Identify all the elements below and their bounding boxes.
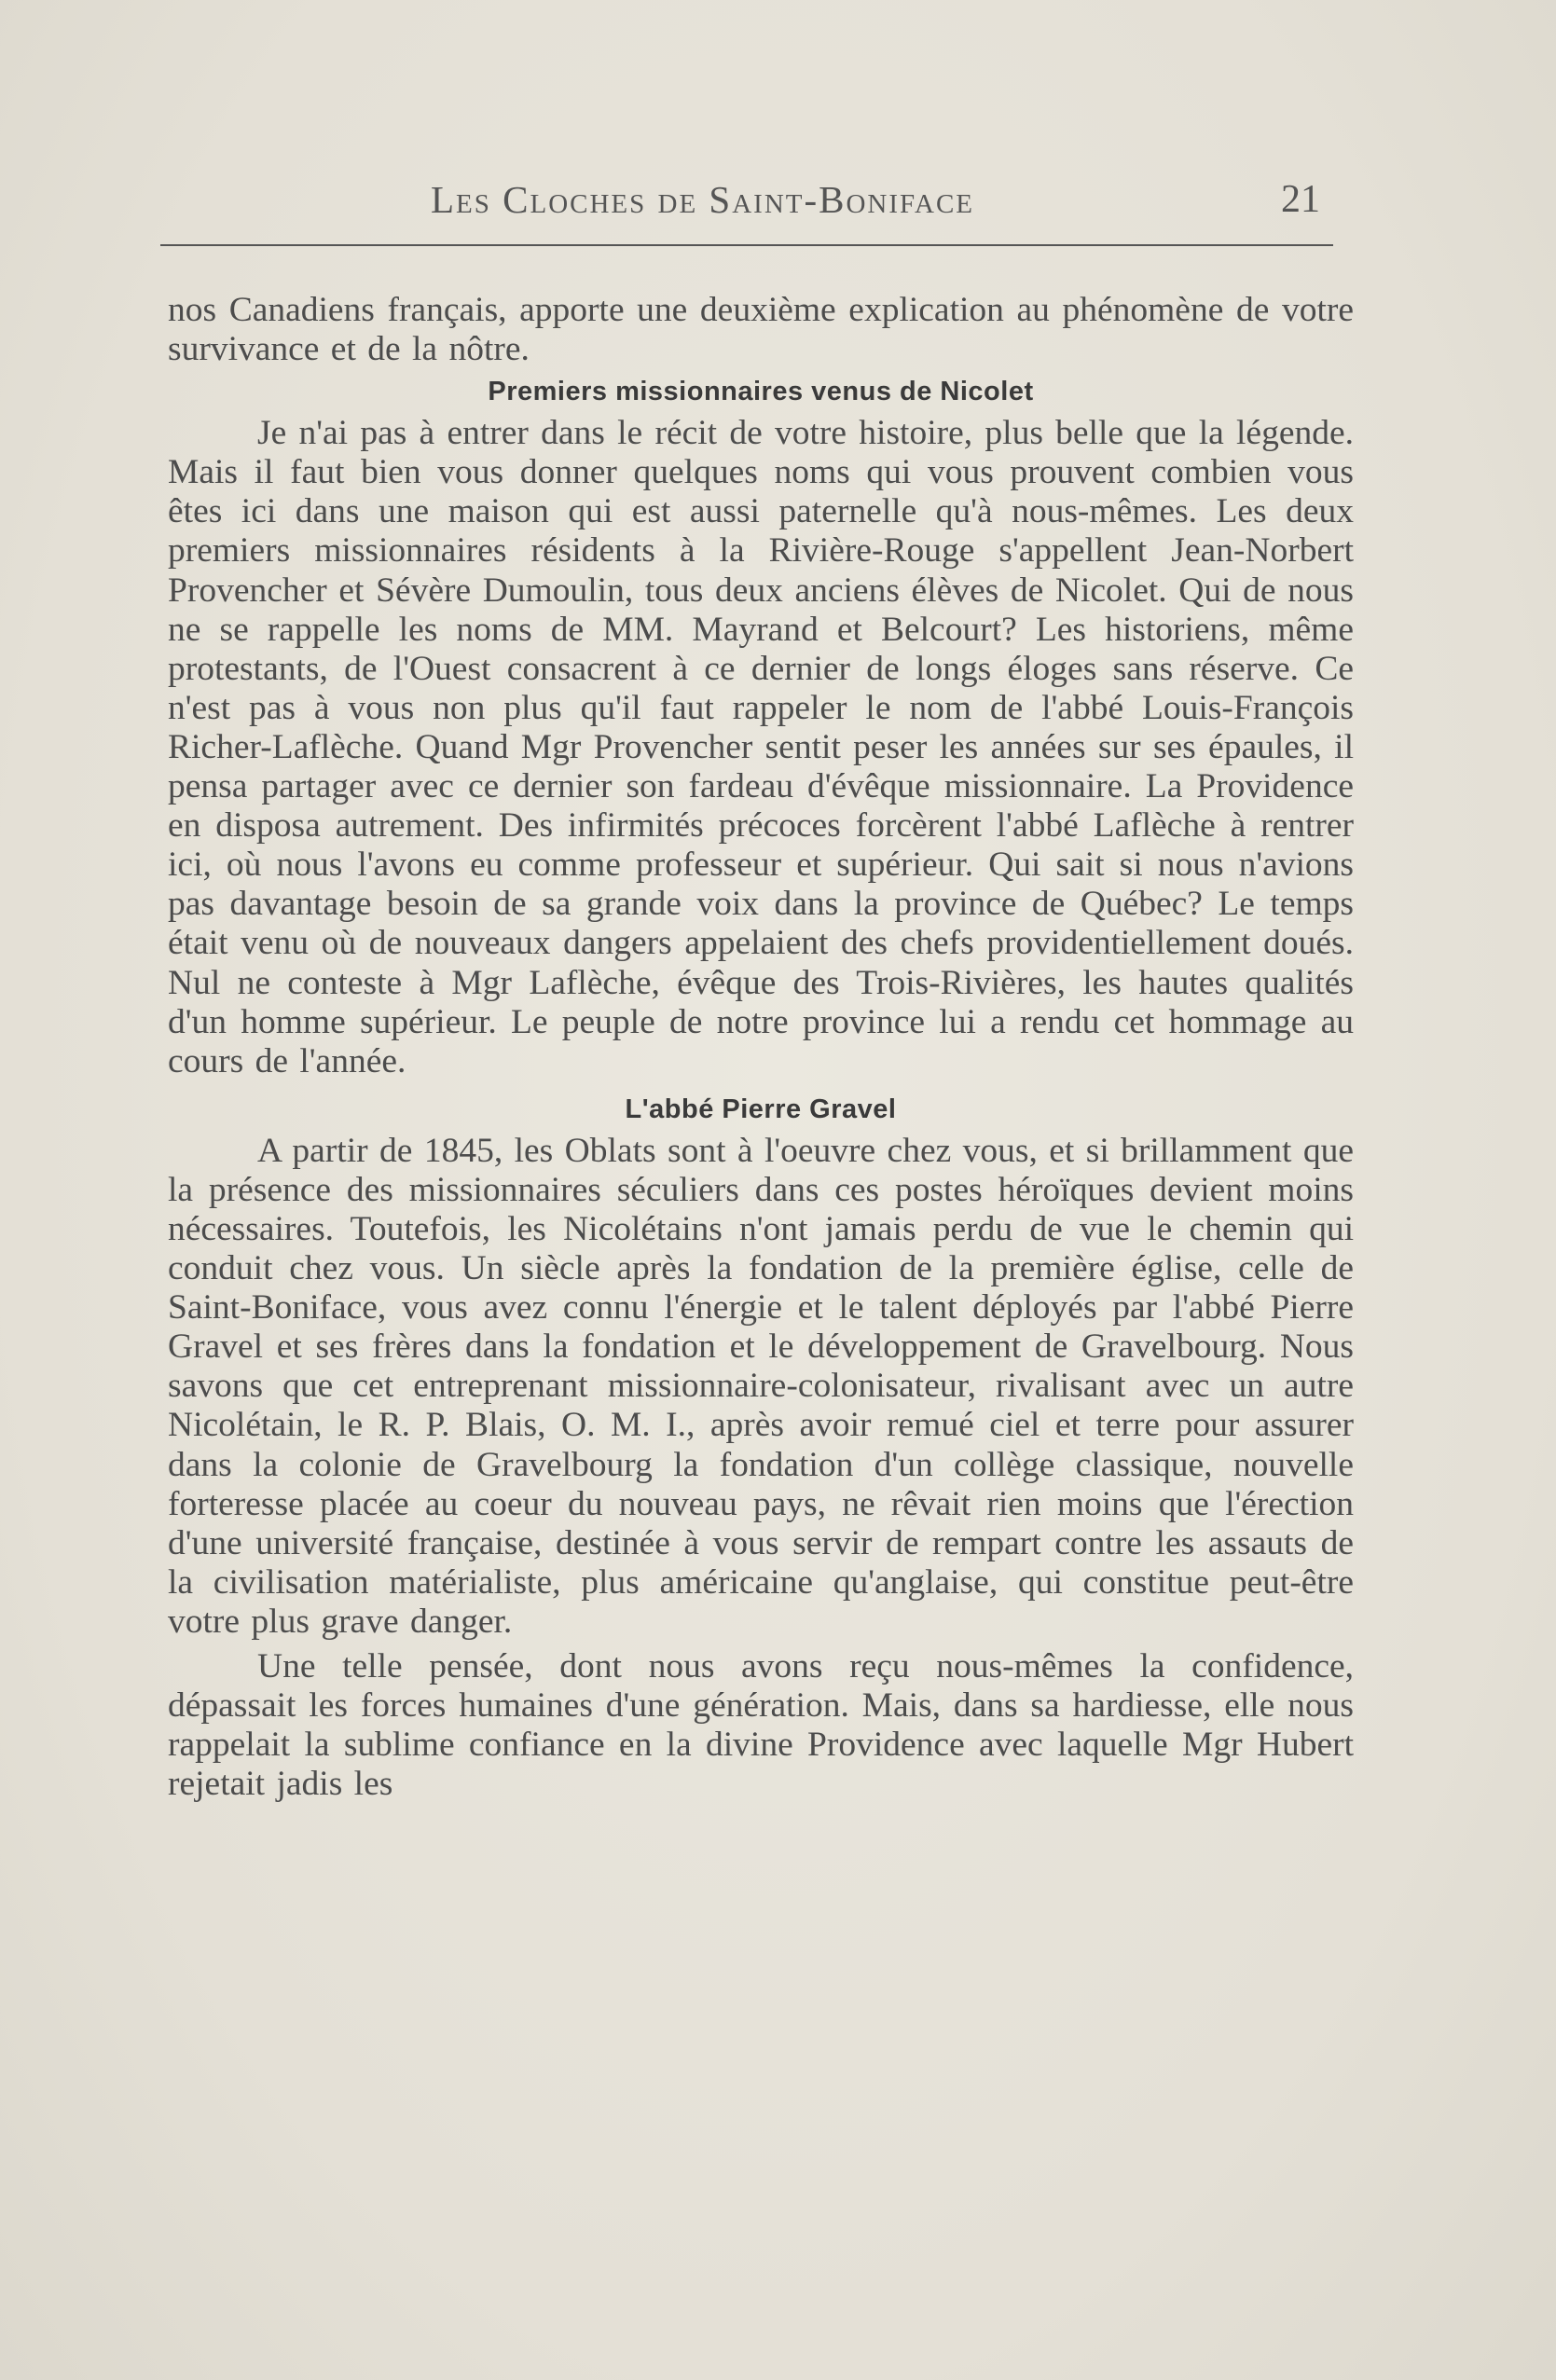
paragraph-pensee: Une telle pensée, dont nous avons reçu nous-mêmes la confidence, dépassait les forces humaines d'une génération. Mais, dans sa hardiesse, elle nous rappelait la sublime confiance en la divine Providence avec laquelle Mgr Hubert rejetait jadis les [168,1647,1354,1804]
section-heading-missionnaires: Premiers missionnaires venus de Nicolet [488,377,1034,407]
page-number: 21 [1281,178,1320,221]
section-heading-gravel: L'abbé Pierre Gravel [625,1094,897,1124]
header-rule [160,244,1333,246]
running-title: Les Cloches de Saint-Boniface [431,178,975,221]
running-head [160,177,1333,229]
paragraph-gravel: A partir de 1845, les Oblats sont à l'oeuvre chez vous, et si brillamment que la présence des missionnaires séculiers dans ces postes héroïques devient moins nécessaires. Toutefois, les Nicolétains n'ont jamais perdu de vue le chemin qui conduit chez vous. Un siècle après la fondation de la première église, celle de Saint-Boniface, vous avez connu l'énergie et le talent déployés par l'abbé Pierre Gravel et ses frères dans la fondation et le développement de Gravelbourg. Nous savons que cet entreprenant missionnaire-colonisateur, rivalisant avec un autre Nicolétain, le R. P. Blais, O. M. I., après avoir remué ciel et terre pour assurer dans la colonie de Gravelbourg la fondation d'un collège classique, nouvelle forteresse placée au coeur du nouveau pays, ne rêvait rien moins que l'érection d'une université française, destinée à vous servir de rempart contre les assauts de la civilisation matérialiste, plus américaine qu'anglaise, qui constitue peut-être votre plus grave danger. [168,1131,1354,1641]
paragraph-missionnaires: Je n'ai pas à entrer dans le récit de votre histoire, plus belle que la légende. Mais il faut bien vous donner quelques noms qui vous prouvent combien vous êtes ici dans une maison qui est aussi paternelle qu'à nous-mêmes. Les deux premiers missionnaires résidents à la Rivière-Rouge s'appellent Jean-Norbert Provencher et Sévère Dumoulin, tous deux anciens élèves de Nicolet. Qui de nous ne se rappelle les noms de MM. Mayrand et Belcourt? Les historiens, même protestants, de l'Ouest consacrent à ce dernier de longs éloges sans réserve. Ce n'est pas à vous non plus qu'il faut rappeler le nom de l'abbé Louis-François Richer-Laflèche. Quand Mgr Provencher sentit peser les années sur ses épaules, il pensa partager avec ce dernier son fardeau d'évêque missionnaire. La Providence en disposa autrement. Des infirmités précoces forcèrent l'abbé Laflèche à rentrer ici, où nous l'avons eu comme professeur et supérieur. Qui sait si nous n'avions pas davantage besoin de sa grande voix dans la province de Québec? Le temps était venu où de nouveaux dangers appelaient des chefs providentiellement doués. Nul ne conteste à Mgr Laflèche, évêque des Trois-Rivières, les hautes qualités d'un homme supérieur. Le peuple de notre province lui a rendu cet hommage au cours de l'année. [168,414,1354,1080]
body-text [168,291,1354,1804]
paragraph-continued: nos Canadiens français, apporte une deuxième explication au phénomène de votre survivance et de la nôtre. [168,291,1354,369]
